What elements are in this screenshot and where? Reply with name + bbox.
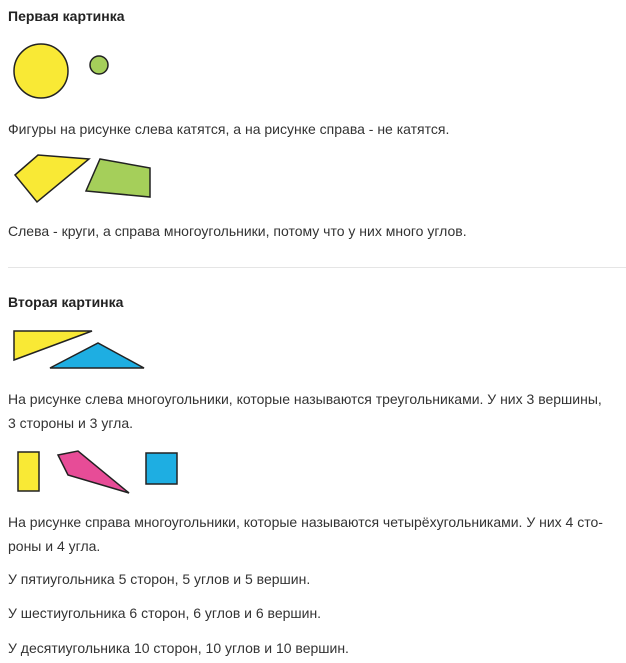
section1-text2: Слева - круги, а справа многоугольники, потому что у них много углов. <box>8 223 467 239</box>
section2-text2-line2: роны и 4 угла. <box>8 538 101 554</box>
section1-text1: Фигуры на рисунке слева катятся, а на рисунке справа - не катятся. <box>8 121 450 137</box>
triangles-figure <box>10 326 150 372</box>
section1-title: Первая картинка <box>8 8 125 24</box>
blue-triangle <box>50 343 144 368</box>
section2-text3: У пятиугольника 5 сторон, 5 углов и 5 вершин. <box>8 571 311 587</box>
blue-square <box>146 453 177 484</box>
section2-title: Вторая картинка <box>8 294 124 310</box>
yellow-rectangle <box>18 452 39 491</box>
polygons-figure <box>10 150 160 206</box>
large-yellow-circle <box>14 44 68 98</box>
circles-figure <box>10 40 120 102</box>
quadrilaterals-figure <box>10 445 185 497</box>
green-quadrilateral <box>86 159 150 197</box>
yellow-quadrilateral <box>15 155 89 202</box>
section2-text1-line1: На рисунке слева многоугольники, которые называются треугольниками. У них 3 вершины, <box>8 391 602 407</box>
small-green-circle <box>90 56 108 74</box>
section2-text2-line1: На рисунке справа многоугольники, которые называются четырёхугольниками. У них 4 сто- <box>8 514 603 530</box>
section2-text2 <box>8 510 620 558</box>
section2-text5: У десятиугольника 10 сторон, 10 углов и 10 вершин. <box>8 640 349 656</box>
section-divider <box>8 267 626 268</box>
pink-quadrilateral <box>58 451 129 493</box>
section2-text4: У шестиугольника 6 сторон, 6 углов и 6 вершин. <box>8 605 322 621</box>
section2-text1 <box>8 387 620 435</box>
section2-text1-line2: 3 стороны и 3 угла. <box>8 415 134 431</box>
